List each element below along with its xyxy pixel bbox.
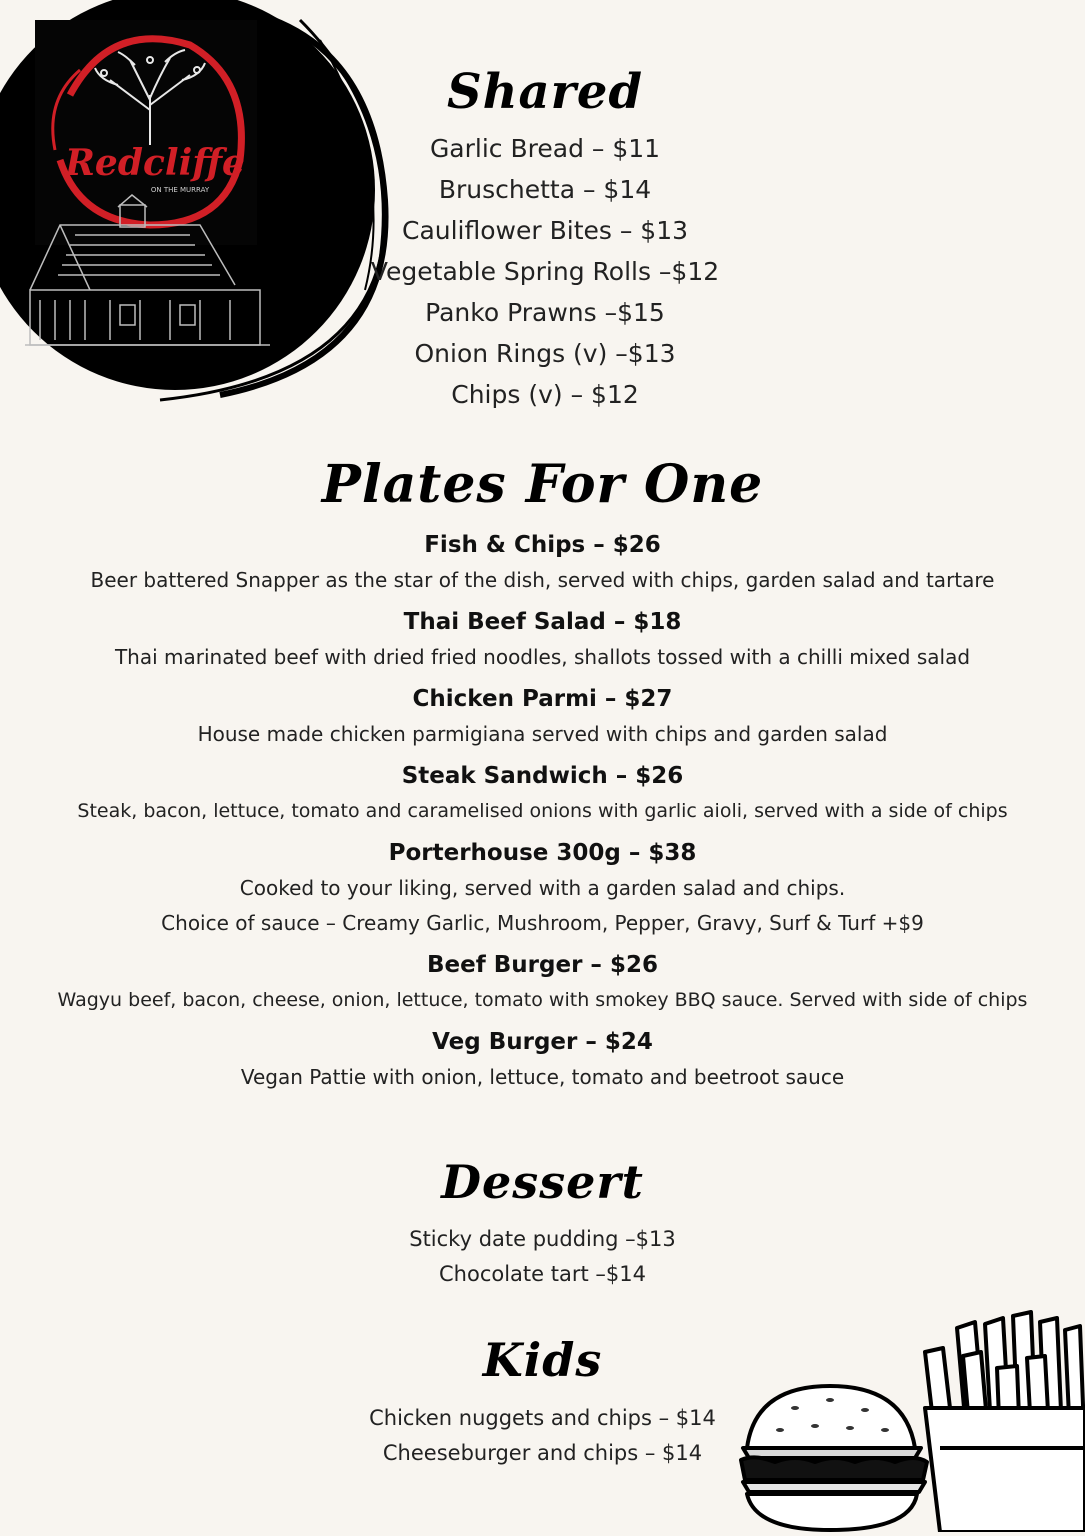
list-item: Panko Prawns –$15 xyxy=(425,298,665,327)
list-item xyxy=(0,1024,1085,1095)
list-item xyxy=(0,947,1085,1018)
dish-name: Veg Burger – $24 xyxy=(432,1029,653,1055)
dish-name: Chicken Parmi – $27 xyxy=(412,686,673,712)
dish-description: Cooked to your liking, served with a garden salad and chips. xyxy=(239,876,846,900)
list-item: Chocolate tart –$14 xyxy=(439,1262,646,1286)
dish-description: Choice of sauce – Creamy Garlic, Mushroom, Pepper, Gravy, Surf & Turf +$9 xyxy=(161,911,924,935)
list-item: Sticky date pudding –$13 xyxy=(409,1227,676,1251)
dish-name: Steak Sandwich – $26 xyxy=(401,763,684,789)
fries-icon xyxy=(925,1312,1085,1532)
dish-name: Fish & Chips – $26 xyxy=(424,532,661,558)
dish-name: Beef Burger – $26 xyxy=(427,952,658,978)
brand-name: Redcliffe xyxy=(65,142,245,184)
food-illustration xyxy=(735,1308,1085,1532)
burger-icon xyxy=(741,1386,927,1530)
dish-description: Thai marinated beef with dried fried noodles, shallots tossed with a chilli mixed salad xyxy=(114,645,971,669)
section-title-dessert: Dessert xyxy=(441,1155,644,1209)
dish-description: Steak, bacon, lettuce, tomato and caramelised onions with garlic aioli, served with a side of chips xyxy=(77,800,1008,822)
section-title-kids: Kids xyxy=(482,1333,603,1387)
list-item: Vegetable Spring Rolls –$12 xyxy=(370,257,720,286)
dessert-list xyxy=(0,1222,1085,1292)
dish-name: Porterhouse 300g – $38 xyxy=(388,840,697,866)
list-item: Chicken nuggets and chips – $14 xyxy=(369,1406,716,1430)
brand-tagline: ON THE MURRAY xyxy=(150,186,210,194)
section-title-shared: Shared xyxy=(446,64,644,120)
dish-description: Wagyu beef, bacon, cheese, onion, lettuce, tomato with smokey BBQ sauce. Served with side of chips xyxy=(57,989,1028,1011)
section-title-plates: Plates For One xyxy=(321,454,764,515)
dish-description: Vegan Pattie with onion, lettuce, tomato and beetroot sauce xyxy=(240,1065,845,1089)
list-item xyxy=(0,604,1085,675)
dish-description: Beer battered Snapper as the star of the dish, served with chips, garden salad and tartare xyxy=(90,568,995,592)
dish-description: House made chicken parmigiana served with chips and garden salad xyxy=(197,722,888,746)
list-item xyxy=(0,835,1085,941)
list-item: Chips (v) – $12 xyxy=(451,380,639,409)
list-item xyxy=(0,527,1085,598)
list-item: Bruschetta – $14 xyxy=(438,175,652,204)
list-item: Onion Rings (v) –$13 xyxy=(414,339,676,368)
list-item: Cheeseburger and chips – $14 xyxy=(382,1441,703,1465)
dish-name: Thai Beef Salad – $18 xyxy=(403,609,682,635)
list-item: Cauliflower Bites – $13 xyxy=(401,216,689,245)
plates-list xyxy=(0,527,1085,1095)
list-item: Garlic Bread – $11 xyxy=(429,134,661,163)
shared-list xyxy=(290,128,800,415)
list-item xyxy=(0,758,1085,829)
list-item xyxy=(0,681,1085,752)
